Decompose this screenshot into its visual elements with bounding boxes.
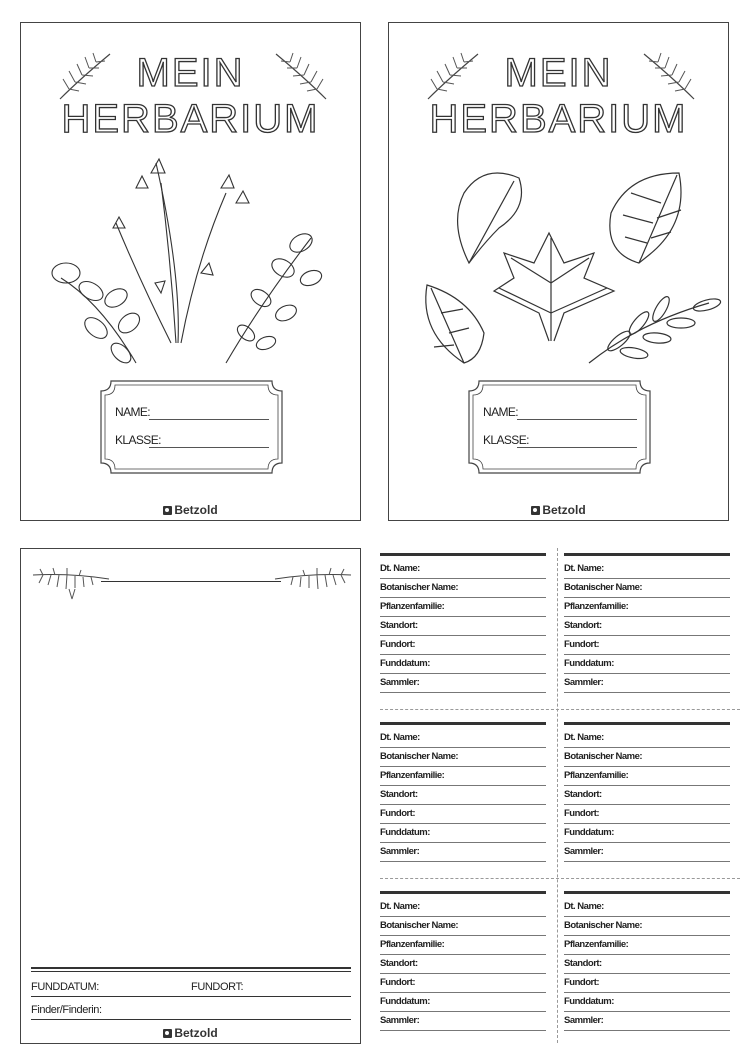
card-field-label: Funddatum: [564, 996, 614, 1007]
card-field-row [564, 1011, 730, 1031]
card-field-label: Sammler: [380, 677, 420, 688]
card-field-row [564, 597, 730, 617]
plant-label-card [380, 891, 546, 1041]
card-field-row [564, 935, 730, 955]
class-line [517, 447, 637, 448]
card-field-label: Pflanzenfamilie: [380, 770, 445, 781]
card-field-label: Standort: [564, 958, 602, 969]
herbarium-cover-leaves [388, 22, 729, 521]
card-field-label: Botanischer Name: [564, 920, 643, 931]
card-field-label: Fundort: [564, 639, 600, 650]
card-field-label: Botanischer Name: [380, 582, 459, 593]
top-rule [101, 581, 281, 582]
card-field-row [564, 559, 730, 579]
card-field-row [564, 616, 730, 636]
card-field-label: Dt. Name: [564, 732, 604, 743]
flowers-illustration-icon [21, 23, 362, 383]
card-top-rule [380, 722, 546, 725]
class-label: KLASSE: [483, 433, 529, 447]
name-line [149, 419, 269, 420]
card-field-label: Standort: [380, 789, 418, 800]
card-field-row [564, 804, 730, 824]
name-label-frame [467, 379, 652, 475]
card-field-row [564, 728, 730, 748]
card-field-row [380, 1011, 546, 1031]
card-top-rule [564, 891, 730, 894]
plant-label-card [564, 891, 730, 1041]
card-field-row [380, 728, 546, 748]
card-field-label: Pflanzenfamilie: [380, 601, 445, 612]
card-field-label: Fundort: [380, 808, 416, 819]
card-field-row [564, 973, 730, 993]
card-top-rule [380, 891, 546, 894]
cut-line-horizontal-2 [380, 878, 740, 879]
fund-line [31, 996, 351, 997]
card-field-row [564, 823, 730, 843]
leaves-illustration-icon [389, 23, 730, 383]
card-field-label: Funddatum: [380, 658, 430, 669]
cut-line-vertical [557, 548, 558, 1043]
card-field-row [380, 897, 546, 917]
card-field-row [380, 804, 546, 824]
card-field-row [380, 635, 546, 655]
card-field-row [380, 747, 546, 767]
finder-line [31, 1019, 351, 1020]
card-field-row [380, 992, 546, 1012]
card-field-label: Dt. Name: [380, 732, 420, 743]
cut-line-horizontal-1 [380, 709, 740, 710]
herb-sprig-right-icon [273, 565, 353, 610]
brand-name: Betzold [174, 1026, 218, 1040]
card-top-rule [564, 553, 730, 556]
card-field-row [564, 992, 730, 1012]
card-field-label: Funddatum: [564, 827, 614, 838]
card-top-rule [564, 722, 730, 725]
cover-title-line1: MEIN [136, 51, 245, 95]
card-field-row [380, 578, 546, 598]
card-field-label: Sammler: [380, 1015, 420, 1026]
betzold-logo-icon [163, 1029, 172, 1038]
card-field-row [564, 897, 730, 917]
card-field-label: Standort: [564, 620, 602, 631]
card-field-row [564, 747, 730, 767]
plant-label-card [380, 553, 546, 703]
card-field-row [564, 916, 730, 936]
card-field-row [564, 766, 730, 786]
card-field-row [380, 673, 546, 693]
card-field-label: Standort: [564, 789, 602, 800]
card-field-label: Fundort: [564, 977, 600, 988]
card-field-label: Sammler: [380, 846, 420, 857]
card-field-row [380, 823, 546, 843]
brand-logo [21, 1026, 360, 1040]
card-field-label: Pflanzenfamilie: [564, 939, 629, 950]
card-field-label: Funddatum: [380, 827, 430, 838]
brand-logo [389, 503, 728, 517]
card-field-label: Sammler: [564, 1015, 604, 1026]
class-label: KLASSE: [115, 433, 161, 447]
card-field-label: Pflanzenfamilie: [564, 770, 629, 781]
cover-title-line2: HERBARIUM [429, 97, 688, 141]
brand-name: Betzold [174, 503, 218, 517]
card-field-row [564, 954, 730, 974]
plant-label-card [564, 722, 730, 872]
herb-sprig-left-icon [31, 565, 111, 610]
card-field-row [380, 616, 546, 636]
card-field-row [380, 785, 546, 805]
cover-title-line2: HERBARIUM [61, 97, 320, 141]
card-top-rule [380, 553, 546, 556]
card-field-label: Funddatum: [380, 996, 430, 1007]
finder-label: Finder/Finderin: [31, 1004, 102, 1016]
betzold-logo-icon [531, 506, 540, 515]
plant-label-card [564, 553, 730, 703]
card-field-row [380, 766, 546, 786]
class-line [149, 447, 269, 448]
card-field-label: Fundort: [564, 808, 600, 819]
brand-logo [21, 503, 360, 517]
card-field-label: Standort: [380, 958, 418, 969]
card-field-label: Botanischer Name: [380, 920, 459, 931]
name-label-frame [99, 379, 284, 475]
card-field-row [380, 654, 546, 674]
card-field-row [380, 559, 546, 579]
card-field-label: Sammler: [564, 846, 604, 857]
card-field-row [564, 842, 730, 862]
name-label: NAME: [115, 405, 151, 419]
card-field-label: Funddatum: [564, 658, 614, 669]
name-line [517, 419, 637, 420]
footer-rule-thin [31, 971, 351, 972]
card-field-label: Pflanzenfamilie: [380, 939, 445, 950]
card-field-row [564, 673, 730, 693]
footer-rule-thick [31, 967, 351, 969]
cover-title-line1: MEIN [504, 51, 613, 95]
plant-label-card [380, 722, 546, 872]
card-field-row [564, 578, 730, 598]
name-label: NAME: [483, 405, 519, 419]
card-field-row [380, 842, 546, 862]
fundort-label: FUNDORT: [191, 981, 244, 993]
card-field-label: Dt. Name: [564, 901, 604, 912]
card-field-label: Sammler: [564, 677, 604, 688]
card-field-row [380, 916, 546, 936]
card-field-row [564, 785, 730, 805]
card-field-row [380, 954, 546, 974]
card-field-label: Standort: [380, 620, 418, 631]
card-field-row [380, 597, 546, 617]
card-field-label: Dt. Name: [380, 563, 420, 574]
card-field-label: Fundort: [380, 977, 416, 988]
card-field-label: Fundort: [380, 639, 416, 650]
herbarium-cover-flowers [20, 22, 361, 521]
card-field-row [564, 635, 730, 655]
card-field-label: Dt. Name: [380, 901, 420, 912]
card-field-row [564, 654, 730, 674]
card-field-label: Botanischer Name: [380, 751, 459, 762]
card-field-label: Pflanzenfamilie: [564, 601, 629, 612]
betzold-logo-icon [163, 506, 172, 515]
card-field-label: Dt. Name: [564, 563, 604, 574]
card-field-label: Botanischer Name: [564, 582, 643, 593]
card-field-row [380, 935, 546, 955]
card-field-label: Botanischer Name: [564, 751, 643, 762]
herbarium-specimen-page [20, 548, 361, 1044]
card-field-row [380, 973, 546, 993]
brand-name: Betzold [542, 503, 586, 517]
funddatum-label: FUNDDATUM: [31, 981, 99, 993]
